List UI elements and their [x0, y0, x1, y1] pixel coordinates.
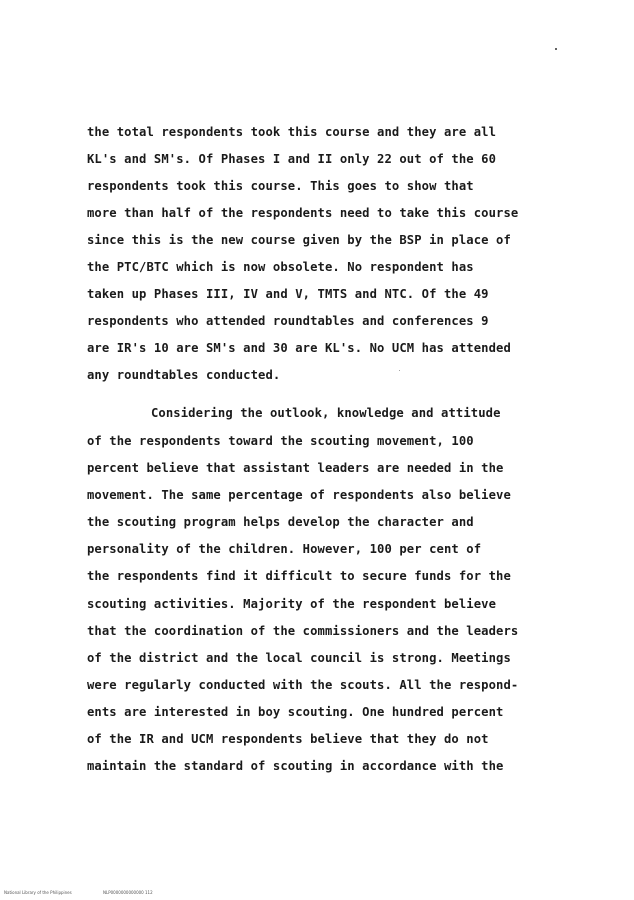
text-line: of the respondents toward the scouting movement, 100 — [87, 434, 474, 448]
text-line: more than half of the respondents need to take this course — [87, 206, 519, 220]
text-line: were regularly conducted with the scouts. All the respond- — [87, 678, 519, 692]
text-line: maintain the standard of scouting in accordance with the — [87, 759, 504, 773]
text-line: scouting activities. Majority of the respondent believe — [87, 597, 497, 611]
paragraph-first-line: Considering the outlook, knowledge and attitude — [151, 406, 501, 420]
text-line: percent believe that assistant leaders are needed in the — [87, 461, 504, 475]
text-line: the respondents find it difficult to secure funds for the — [87, 569, 511, 583]
scan-speck — [555, 48, 557, 50]
text-line: since this is the new course given by the BSP in place of — [87, 233, 511, 247]
text-line: the PTC/BTC which is now obsolete. No respondent has — [87, 260, 474, 274]
scan-speck — [399, 370, 400, 371]
text-line: of the district and the local council is strong. Meetings — [87, 651, 511, 665]
text-line: the scouting program helps develop the character and — [87, 515, 474, 529]
text-line: taken up Phases III, IV and V, TMTS and NTC. Of the 49 — [87, 287, 489, 301]
text-line: are IR's 10 are SM's and 30 are KL's. No UCM has attended — [87, 341, 511, 355]
text-line: that the coordination of the commissioners and the leaders — [87, 624, 519, 638]
text-line: the total respondents took this course and they are all — [87, 125, 497, 139]
text-line: KL's and SM's. Of Phases I and II only 22 out of the 60 — [87, 152, 497, 166]
text-line: of the IR and UCM respondents believe that they do not — [87, 732, 489, 746]
text-line: respondents who attended roundtables and conferences 9 — [87, 314, 489, 328]
footer-scan-id: NLP0000000000000 112 — [103, 890, 153, 895]
text-line: any roundtables conducted. — [87, 368, 281, 382]
footer-library-name: National Library of the Philippines — [4, 890, 72, 895]
text-line: movement. The same percentage of respondents also believe — [87, 488, 511, 502]
text-line: respondents took this course. This goes to show that — [87, 179, 474, 193]
text-line: ents are interested in boy scouting. One hundred percent — [87, 705, 504, 719]
text-line: personality of the children. However, 100 per cent of — [87, 542, 482, 556]
scan-footer — [4, 890, 183, 895]
